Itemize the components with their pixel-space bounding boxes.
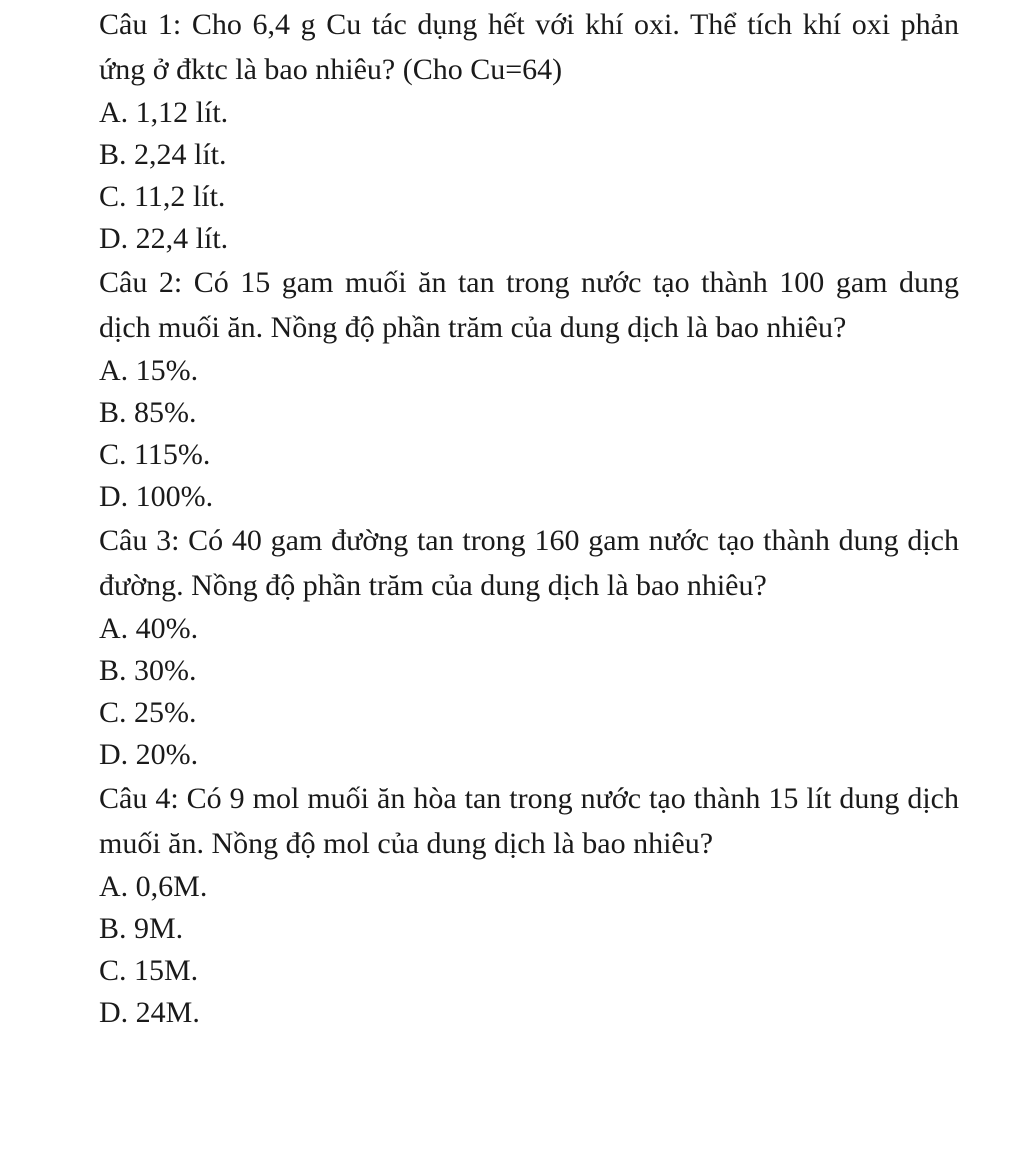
quiz-document — [99, 0, 959, 1034]
question-4-option-a[interactable]: A. 0,6M. — [99, 870, 208, 903]
question-4-option-c[interactable]: C. 15M. — [99, 954, 199, 987]
question-1-option-b[interactable]: B. 2,24 lít. — [99, 138, 227, 171]
question-4 — [99, 776, 959, 1034]
question-2-text: Câu 2: Có 15 gam muối ăn tan trong nước tạo thành 100 gam dung dịch muối ăn. Nồng độ phần trăm của dung dịch là bao nhiêu? — [99, 266, 959, 344]
question-3-options — [99, 608, 959, 776]
question-2-option-c[interactable]: C. 115%. — [99, 438, 211, 471]
question-1-option-d[interactable]: D. 22,4 lít. — [99, 222, 229, 255]
question-1-option-c[interactable]: C. 11,2 lít. — [99, 180, 226, 213]
question-1 — [99, 0, 959, 260]
question-1-option-a[interactable]: A. 1,12 lít. — [99, 96, 229, 129]
question-2-options — [99, 350, 959, 518]
question-2-option-b[interactable]: B. 85%. — [99, 396, 197, 429]
question-2-option-a[interactable]: A. 15%. — [99, 354, 199, 387]
question-4-option-d[interactable]: D. 24M. — [99, 996, 200, 1029]
question-3 — [99, 518, 959, 776]
question-4-text: Câu 4: Có 9 mol muối ăn hòa tan trong nước tạo thành 15 lít dung dịch muối ăn. Nồng độ mol của dung dịch là bao nhiêu? — [99, 782, 959, 860]
question-2 — [99, 260, 959, 518]
question-3-option-a[interactable]: A. 40%. — [99, 612, 199, 645]
question-1-options — [99, 92, 959, 260]
question-4-options — [99, 866, 959, 1034]
question-2-option-d[interactable]: D. 100%. — [99, 480, 214, 513]
question-1-text: Câu 1: Cho 6,4 g Cu tác dụng hết với khí oxi. Thể tích khí oxi phản ứng ở đktc là bao nhiêu? (Cho Cu=64) — [99, 8, 959, 86]
question-3-option-c[interactable]: C. 25%. — [99, 696, 197, 729]
question-3-text: Câu 3: Có 40 gam đường tan trong 160 gam nước tạo thành dung dịch đường. Nồng độ phần trăm của dung dịch là bao nhiêu? — [99, 524, 959, 602]
question-4-option-b[interactable]: B. 9M. — [99, 912, 184, 945]
question-3-option-d[interactable]: D. 20%. — [99, 738, 199, 771]
question-3-option-b[interactable]: B. 30%. — [99, 654, 197, 687]
